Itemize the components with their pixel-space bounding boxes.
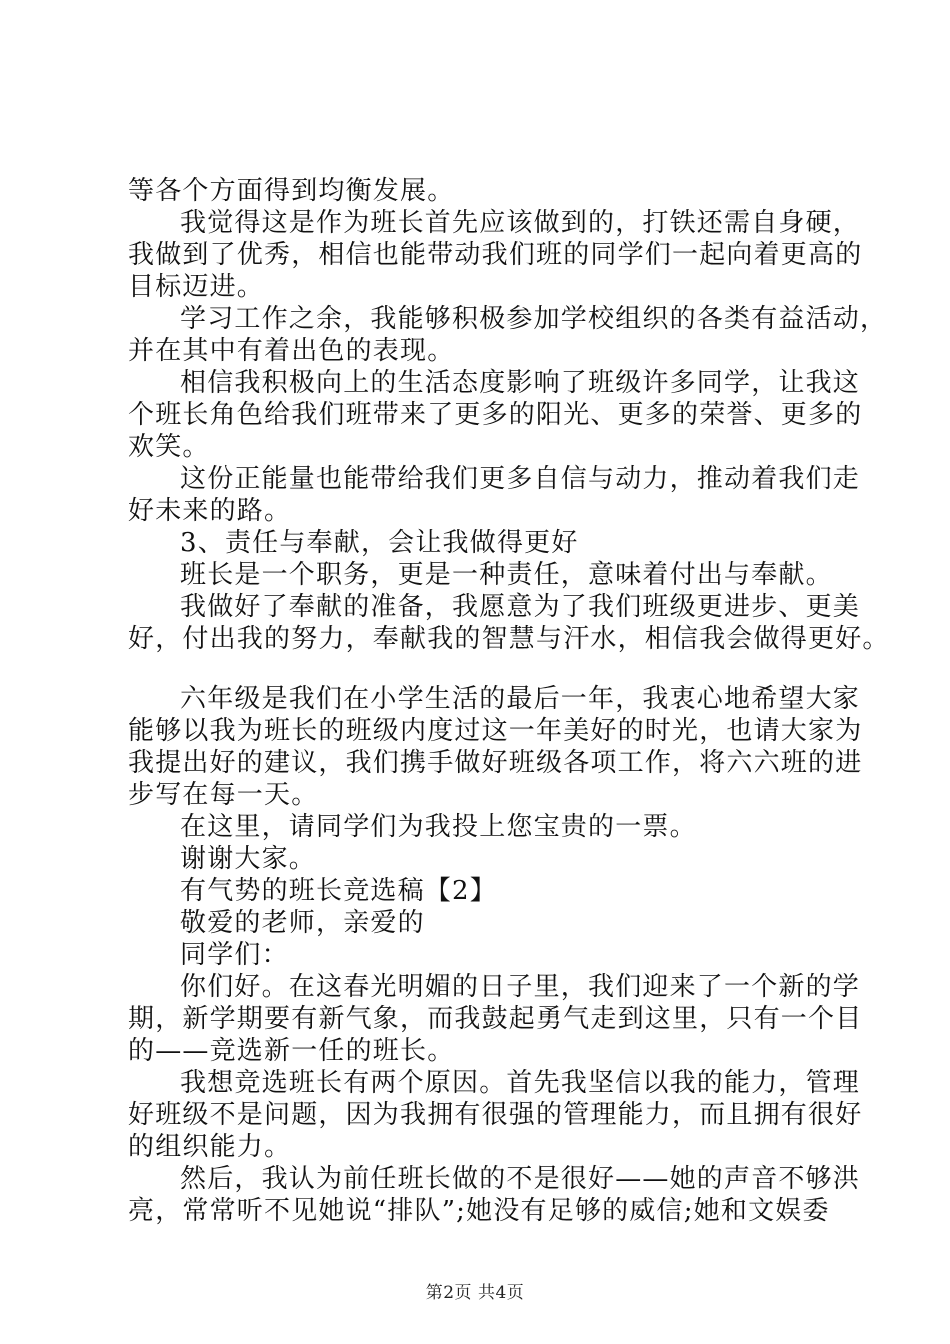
page-number-footer: 第2页 共4页 (425, 1283, 525, 1303)
text-line: 的——竞选新一任的班长。 (128, 1036, 455, 1066)
text-line: 好班级不是问题，因为我拥有很强的管理能力，而且拥有很好 (128, 1100, 863, 1130)
text-line: 能够以我为班长的班级内度过这一年美好的时光，也请大家为 (128, 716, 863, 746)
text-line: 目标迈进。 (128, 272, 265, 302)
text-line: 好未来的路。 (128, 496, 292, 526)
text-line: 敬爱的老师，亲爱的 (180, 908, 425, 938)
text-line: 同学们： (180, 940, 289, 970)
text-line: 并在其中有着出色的表现。 (128, 336, 455, 366)
text-line: 我提出好的建议，我们携手做好班级各项工作，将六六班的进 (128, 748, 863, 778)
text-line: 相信我积极向上的生活态度影响了班级许多同学，让我这 (180, 368, 861, 398)
text-line: 好，付出我的努力，奉献我的智慧与汗水，相信我会做得更好。 (128, 624, 890, 654)
text-line: 欢笑。 (128, 432, 210, 462)
text-line: 有气势的班长竞选稿【2】 (180, 876, 497, 906)
text-line: 你们好。在这春光明媚的日子里，我们迎来了一个新的学 (180, 972, 861, 1002)
text-line: 六年级是我们在小学生活的最后一年，我衷心地希望大家 (180, 684, 861, 714)
text-line: 学习工作之余，我能够积极参加学校组织的各类有益活动， (180, 304, 888, 334)
text-line: 等各个方面得到均衡发展。 (128, 176, 455, 206)
text-line: 我想竞选班长有两个原因。首先我坚信以我的能力，管理 (180, 1068, 861, 1098)
text-line: 然后，我认为前任班长做的不是很好——她的声音不够洪 (180, 1164, 861, 1194)
text-line: 的组织能力。 (128, 1132, 292, 1162)
text-line: 我做好了奉献的准备，我愿意为了我们班级更进步、更美 (180, 592, 861, 622)
text-line: 亮，常常听不见她说“排队”;她没有足够的威信;她和文娱委 (128, 1196, 830, 1226)
text-line: 期，新学期要有新气象，而我鼓起勇气走到这里，只有一个目 (128, 1004, 863, 1034)
text-line: 谢谢大家。 (180, 844, 317, 874)
text-line: 在这里，请同学们为我投上您宝贵的一票。 (180, 812, 697, 842)
text-line: 3、责任与奉献，会让我做得更好 (180, 528, 579, 558)
text-line: 我做到了优秀，相信也能带动我们班的同学们一起向着更高的 (128, 240, 863, 270)
text-line: 班长是一个职务，更是一种责任，意味着付出与奉献。 (180, 560, 833, 590)
text-line: 这份正能量也能带给我们更多自信与动力，推动着我们走 (180, 464, 861, 494)
text-line: 我觉得这是作为班长首先应该做到的，打铁还需自身硬， (180, 208, 861, 238)
text-line: 个班长角色给我们班带来了更多的阳光、更多的荣誉、更多的 (128, 400, 863, 430)
text-line: 步写在每一天。 (128, 780, 319, 810)
